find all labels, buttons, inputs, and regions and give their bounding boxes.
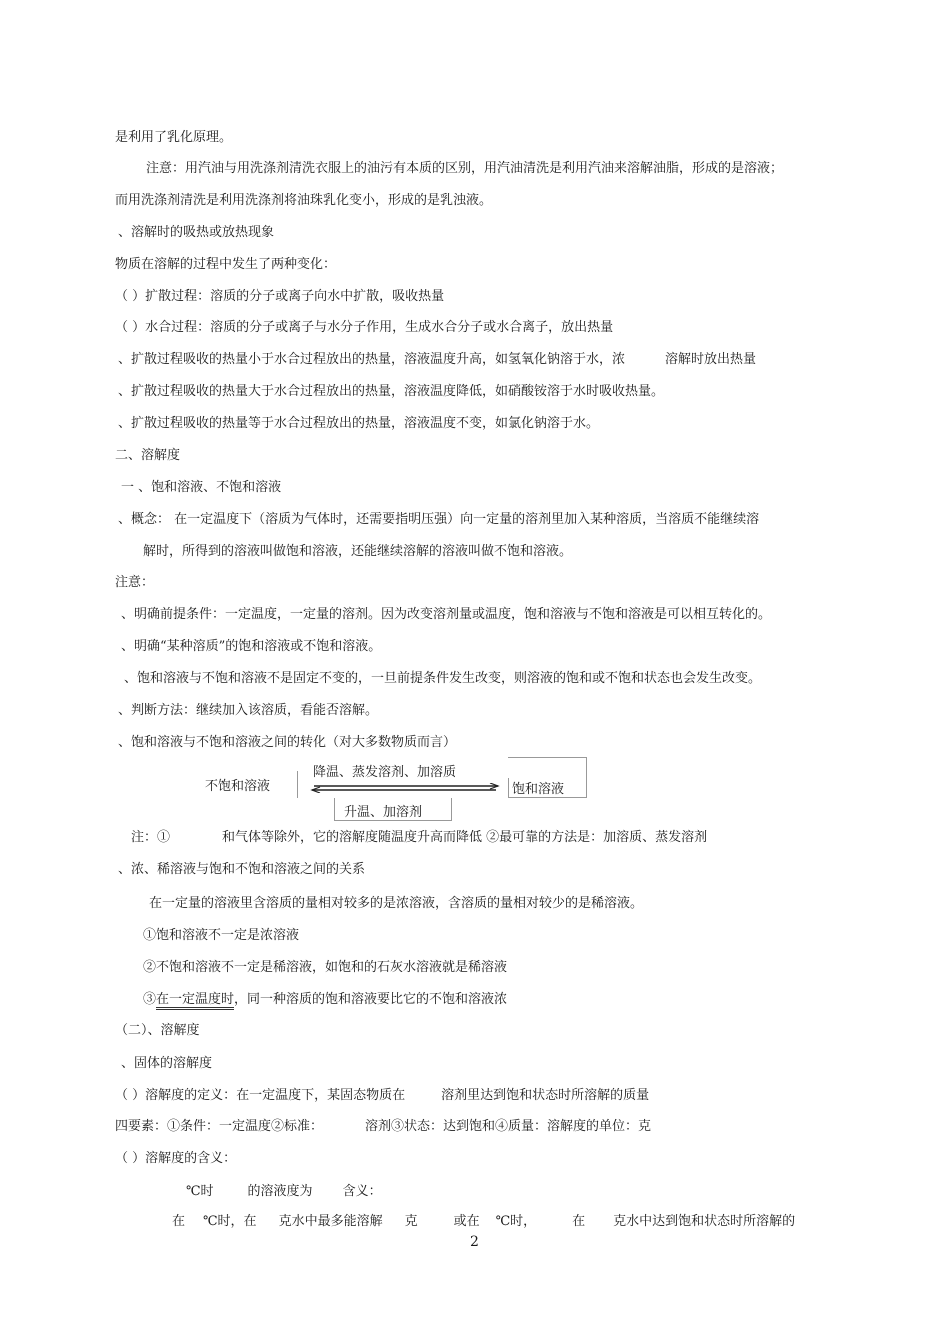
diagram-box-edge — [508, 757, 587, 758]
text-segment: 克水中最多能溶解 — [278, 1214, 383, 1229]
text-segment: 克水中达到饱和状态时所溶解的 — [613, 1214, 796, 1229]
diagram-box-edge — [451, 798, 452, 821]
diagram-forward-label: 降温、蒸发溶剂、加溶质 — [313, 765, 457, 780]
text-line: 、饱和溶液与不饱和溶液之间的转化（对大多数物质而言） — [118, 735, 457, 750]
text-segment: 四要素：①条件：一定温度②标准： — [115, 1119, 324, 1134]
diagram-unsaturated-label: 不饱和溶液 — [205, 779, 271, 794]
page-number: 2 — [470, 1234, 479, 1250]
text-line: 而用洗涤剂清洗是利用洗涤剂将油珠乳化变小，形成的是乳浊液。 — [115, 193, 493, 208]
text-line: 注意：用汽油与用洗涤剂清洗衣服上的油污有本质的区别，用汽油清洗是利用汽油来溶解油脂，形成的是溶液； — [146, 161, 784, 176]
text-line: 注意： — [115, 575, 155, 590]
section-heading: （二）、溶解度 — [115, 1023, 200, 1038]
text-segment: 克 — [404, 1214, 418, 1229]
text-line: 、溶解时的吸热或放热现象 — [118, 225, 275, 240]
text-line: 、扩散过程吸收的热量大于水合过程放出的热量，溶液温度降低，如硝酸铵溶于水时吸收热量。 — [118, 384, 665, 399]
diagram-reverse-label: 升温、加溶剂 — [344, 805, 423, 820]
text-line: 、概念： 在一定温度下（溶质为气体时，还需要指明压强）向一定量的溶剂里加入某种溶质，当溶质不能继续溶 — [118, 512, 760, 527]
diagram-divider — [297, 771, 298, 798]
text-segment: 溶解时放出热量 — [665, 352, 757, 367]
text-line — [115, 1088, 649, 1104]
text-segment: ℃时，在 — [203, 1214, 257, 1229]
text-segment: 和气体等除外，它的溶解度随温度升高而降低 ②最可靠的方法是：加溶质、蒸发溶剂 — [222, 830, 708, 845]
double-arrow-icon — [310, 783, 500, 793]
text-line: 物质在溶解的过程中发生了两种变化： — [115, 257, 337, 272]
text-line — [186, 1184, 382, 1200]
subsection-heading: 一 、饱和溶液、不饱和溶液 — [121, 480, 282, 495]
text-segment: ℃时 — [186, 1184, 214, 1199]
diagram-box-edge — [586, 757, 587, 797]
diagram-saturated-label: 饱和溶液 — [512, 782, 565, 797]
text-segment: 的溶液度为 — [247, 1184, 313, 1199]
text-segment: ，同一种溶质的饱和溶液要比它的不饱和溶液浓 — [234, 992, 508, 1007]
section-heading: 二、溶解度 — [115, 448, 181, 463]
text-line: 、固体的溶解度 — [121, 1056, 213, 1071]
text-line — [143, 992, 507, 1008]
text-segment: 含义： — [342, 1184, 382, 1199]
text-segment: ℃时， — [495, 1214, 537, 1229]
text-line: ①饱和溶液不一定是浓溶液 — [143, 928, 300, 943]
text-line: 、扩散过程吸收的热量等于水合过程放出的热量，溶液温度不变，如氯化钠溶于水。 — [118, 416, 600, 431]
text-line: （ ）溶解度的含义： — [115, 1151, 237, 1166]
text-line — [115, 1119, 651, 1135]
text-line: 在一定量的溶液里含溶质的量相对较多的是浓溶液，含溶质的量相对较少的是稀溶液。 — [149, 896, 644, 911]
text-segment: 溶剂③状态：达到饱和④质量：溶解度的单位：克 — [365, 1119, 652, 1134]
text-segment: ③ — [143, 992, 157, 1007]
text-line: ②不饱和溶液不一定是稀溶液，如饱和的石灰水溶液就是稀溶液 — [143, 960, 508, 975]
text-line — [131, 830, 707, 846]
text-segment: 溶剂里达到饱和状态时所溶解的质量 — [441, 1088, 650, 1103]
text-segment: 、扩散过程吸收的热量小于水合过程放出的热量，溶液温度升高，如氢氧化钠溶于水，浓 — [118, 352, 626, 367]
text-line: 、判断方法：继续加入该溶质，看能否溶解。 — [118, 703, 379, 718]
diagram-box-edge — [334, 798, 335, 821]
diagram-box-edge — [508, 778, 509, 798]
text-line: 是利用了乳化原理。 — [115, 130, 233, 145]
text-segment: 或在 — [453, 1214, 480, 1229]
text-line — [172, 1214, 795, 1230]
text-line: 、饱和溶液与不饱和溶液不是固定不变的，一旦前提条件发生改变，则溶液的饱和或不饱和状态也会发生改变。 — [124, 671, 762, 686]
text-line: 、明确前提条件：一定温度，一定量的溶剂。因为改变溶剂量或温度，饱和溶液与不饱和溶液是可以相互转化的。 — [121, 607, 772, 622]
text-line: （ ）水合过程：溶质的分子或离子与水分子作用，生成水合分子或水合离子，放出热量 — [115, 320, 614, 335]
text-segment: 在 — [172, 1214, 186, 1229]
text-line — [118, 352, 756, 368]
text-segment: 在 — [572, 1214, 586, 1229]
text-segment: （ ）溶解度的定义：在一定温度下，某固态物质在 — [115, 1088, 406, 1103]
text-line: 、明确“某种溶质”的饱和溶液或不饱和溶液。 — [121, 639, 382, 654]
text-line: （ ）扩散过程：溶质的分子或离子向水中扩散，吸收热量 — [115, 289, 445, 304]
underlined-phrase: 在一定温度时 — [156, 992, 234, 1010]
text-segment: 注：① — [131, 830, 171, 845]
text-line: 解时，所得到的溶液叫做饱和溶液，还能继续溶解的溶液叫做不饱和溶液。 — [143, 544, 573, 559]
text-line: 、浓、稀溶液与饱和不饱和溶液之间的关系 — [118, 862, 366, 877]
